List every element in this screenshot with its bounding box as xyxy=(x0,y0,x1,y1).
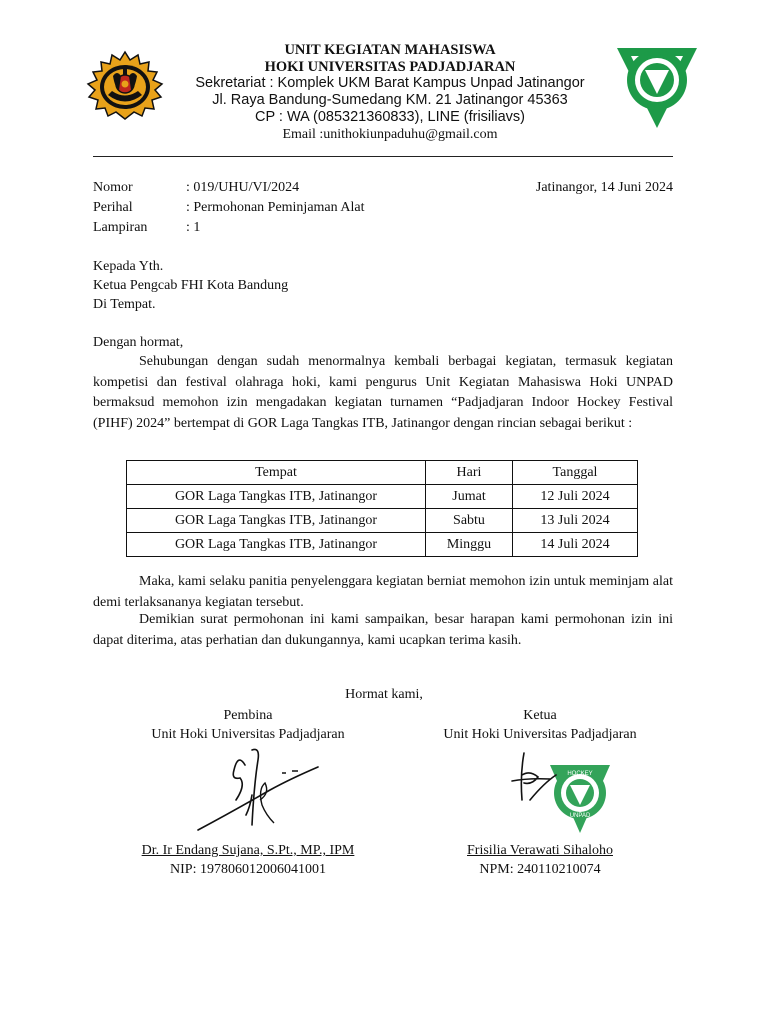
nomor-label: Nomor xyxy=(93,180,133,195)
table-cell-tanggal: 13 Juli 2024 xyxy=(513,509,638,533)
recipient-line1: Kepada Yth. xyxy=(93,259,164,274)
lampiran-value: : 1 xyxy=(186,220,201,235)
table-cell-tempat: GOR Laga Tangkas ITB, Jatinangor xyxy=(127,509,426,533)
right-signer-npm: NPM: 240110210074 xyxy=(479,862,601,877)
contact-line: CP : WA (085321360833), LINE (frisiliavs) xyxy=(255,109,525,125)
perihal-value: : Permohonan Peminjaman Alat xyxy=(186,200,365,215)
table-header-hari: Hari xyxy=(426,461,513,485)
table-header-tempat: Tempat xyxy=(127,461,426,485)
table-cell-hari: Jumat xyxy=(426,485,513,509)
left-signer-name: Dr. Ir Endang Sujana, S.Pt., MP., IPM xyxy=(141,843,355,858)
stamp-text-bottom: UNPAD xyxy=(569,813,591,819)
header-divider xyxy=(93,156,673,157)
table-cell-tempat: GOR Laga Tangkas ITB, Jatinangor xyxy=(127,485,426,509)
table-row xyxy=(127,485,638,509)
closing-regards: Hormat kami, xyxy=(345,687,423,702)
stamp-text-top: HOCKEY xyxy=(567,771,593,777)
body-paragraph-2: Maka, kami selaku panitia penyelenggara kegiatan berniat memohon izin untuk meminjam alat demi terlaksananya kegiatan tersebut. xyxy=(93,574,673,610)
table-header-row xyxy=(127,461,638,485)
hockey-logo-text-bottom: UNPAD xyxy=(646,104,668,110)
right-signer-unit: Unit Hoki Universitas Padjadjaran xyxy=(443,727,637,742)
left-signature xyxy=(190,745,330,840)
body-paragraph-3: Demikian surat permohonan ini kami sampaikan, besar harapan kami permohonan izin ini dapat diterima, atas perhatian dan dukungannya, kami ucapkan terima kasih. xyxy=(93,612,673,648)
left-signer-role: Pembina xyxy=(223,708,273,723)
right-signature-with-stamp xyxy=(510,745,620,840)
org-name-line2: HOKI UNIVERSITAS PADJADJARAN xyxy=(264,59,516,75)
unpad-logo xyxy=(86,50,164,120)
email-line: Email :unithokiunpaduhu@gmail.com xyxy=(282,127,498,142)
table-cell-hari: Minggu xyxy=(426,533,513,557)
table-row xyxy=(127,533,638,557)
table-header-tanggal: Tanggal xyxy=(513,461,638,485)
body-paragraph-1: Sehubungan dengan sudah menormalnya kembali berbagai kegiatan, termasuk kegiatan kompetisi dan festival olahraga hoki, kami pengurus Unit Kegiatan Mahasiswa Hoki UNPAD bermaksud memohon izin mengadakan kegiatan turnamen “Padjadjaran Indoor Hockey Festival (PIHF) 2024” bertempat di GOR Laga Tangkas ITB, Jatinangor dengan rincian sebagai berikut : xyxy=(93,354,673,431)
table-cell-tempat: GOR Laga Tangkas ITB, Jatinangor xyxy=(127,533,426,557)
right-signer-role: Ketua xyxy=(523,708,557,723)
hockey-logo-text-top: HOCKEY xyxy=(644,52,670,58)
table-cell-tanggal: 14 Juli 2024 xyxy=(513,533,638,557)
right-signer-name: Frisilia Verawati Sihaloho xyxy=(467,843,613,858)
place-date: Jatinangor, 14 Juni 2024 xyxy=(535,180,673,195)
recipient-line3: Di Tempat. xyxy=(93,297,156,312)
table-row xyxy=(127,509,638,533)
org-name-line1: UNIT KEGIATAN MAHASISWA xyxy=(284,42,496,58)
recipient-line2: Ketua Pengcab FHI Kota Bandung xyxy=(93,278,289,293)
left-signer-unit: Unit Hoki Universitas Padjadjaran xyxy=(151,727,345,742)
address-line2: Jl. Raya Bandung-Sumedang KM. 21 Jatinangor 45363 xyxy=(212,92,568,108)
lampiran-label: Lampiran xyxy=(93,220,148,235)
left-signer-nip: NIP: 197806012006041001 xyxy=(170,862,326,877)
greeting: Dengan hormat, xyxy=(93,335,184,350)
nomor-value: : 019/UHU/VI/2024 xyxy=(186,180,300,195)
table-cell-hari: Sabtu xyxy=(426,509,513,533)
address-line1: Sekretariat : Komplek UKM Barat Kampus Unpad Jatinangor xyxy=(195,75,585,91)
hockey-unpad-logo xyxy=(611,42,703,132)
schedule-table xyxy=(126,460,638,557)
perihal-label: Perihal xyxy=(93,200,133,215)
table-cell-tanggal: 12 Juli 2024 xyxy=(513,485,638,509)
